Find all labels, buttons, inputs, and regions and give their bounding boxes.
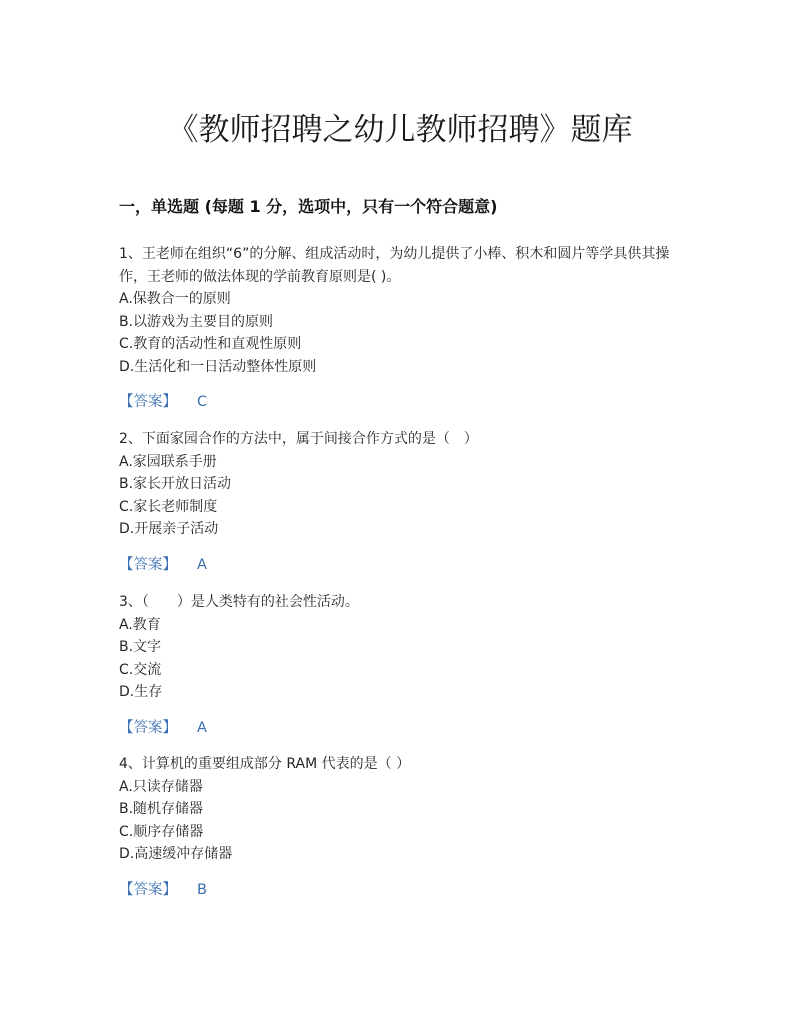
option-d: D.生活化和一日活动整体性原则	[119, 358, 317, 375]
option-a: A.保教合一的原则	[119, 291, 231, 307]
answer-label: 【答案】	[119, 719, 177, 736]
option-c: C.交流	[119, 661, 162, 678]
option-a: A.教育	[119, 616, 161, 633]
question-stem: 1、王老师在组织“6”的分解、组成活动时，为幼儿提供了小棒、积木和圆片等学具供其操作，王老师的做法体现的学前教育原则是( )。	[119, 246, 670, 285]
option-c: C.家长老师制度	[119, 498, 218, 515]
answer-value: C	[197, 394, 208, 410]
answer-label: 【答案】	[119, 556, 177, 573]
answer-label: 【答案】	[119, 881, 177, 898]
option-a: A.只读存储器	[119, 778, 203, 795]
answer-line	[119, 391, 689, 413]
option-b: B.随机存储器	[119, 801, 204, 817]
answer-label: 【答案】	[119, 394, 177, 410]
section-heading: 一，单选题 (每题 1 分，选项中，只有一个符合题意)	[119, 197, 498, 216]
document-title: 《教师招聘之幼儿教师招聘》题库	[167, 112, 633, 148]
answer-value: B	[197, 881, 207, 898]
answer-value: A	[197, 556, 207, 573]
option-a: A.家园联系手册	[119, 453, 217, 470]
option-d: D.高速缓冲存储器	[119, 846, 233, 862]
answer-line	[119, 717, 689, 739]
option-b: B.文字	[119, 639, 162, 655]
option-c: C.顺序存储器	[119, 823, 204, 840]
answer-line	[119, 879, 689, 901]
question-2	[119, 428, 689, 576]
question-4	[119, 753, 689, 901]
option-d: D.开展亲子活动	[119, 521, 219, 537]
option-b: B.家长开放日活动	[119, 476, 232, 492]
question-3	[119, 591, 689, 739]
answer-value: A	[197, 719, 207, 736]
option-c: C.教育的活动性和直观性原则	[119, 336, 302, 352]
question-1	[119, 243, 689, 413]
option-d: D.生存	[119, 684, 163, 700]
option-b: B.以游戏为主要目的原则	[119, 313, 274, 330]
answer-line	[119, 554, 689, 576]
question-stem: 4、计算机的重要组成部分 RAM 代表的是（ ）	[119, 756, 411, 772]
question-stem: 2、下面家园合作的方法中，属于间接合作方式的是（ ）	[119, 431, 478, 447]
question-stem: 3、（ ）是人类特有的社会性活动。	[119, 594, 359, 610]
